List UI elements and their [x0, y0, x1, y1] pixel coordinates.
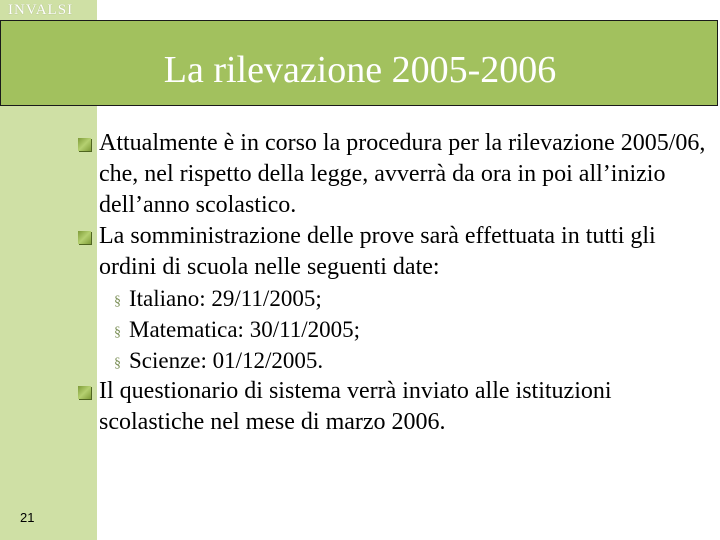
sub-bullet-item	[74, 283, 714, 314]
bullet-text: Attualmente è in corso la procedura per la rilevazione 2005/06, che, nel rispetto della legge, avverrà da ora in poi all’inizio dell’anno scolastico.	[99, 130, 706, 218]
bullet-text: Il questionario di sistema verrà inviato alle istituzioni scolastiche nel mese di marzo 2006.	[99, 378, 612, 435]
bullet-item	[74, 376, 714, 438]
section-sign-icon: §	[114, 356, 121, 371]
sub-bullet-text: Italiano: 29/11/2005;	[129, 286, 322, 311]
sub-bullet-item	[74, 345, 714, 376]
slide-title: La rilevazione 2005-2006	[163, 49, 557, 91]
square-bullet-icon	[78, 231, 91, 244]
square-bullet-icon	[78, 386, 91, 399]
bullet-item	[74, 128, 714, 221]
invalsi-logo: INVALSI	[8, 2, 74, 18]
sub-bullet-text: Scienze: 01/12/2005.	[129, 348, 324, 373]
section-sign-icon: §	[114, 294, 121, 309]
section-sign-icon: §	[114, 325, 121, 340]
sub-bullet-text: Matematica: 30/11/2005;	[129, 317, 361, 342]
sub-bullet-item	[74, 314, 714, 345]
page-number: 21	[20, 510, 35, 525]
slide-content	[74, 128, 714, 438]
bullet-text: La somministrazione delle prove sarà effettuata in tutti gli ordini di scuola nelle seguenti date:	[99, 223, 656, 280]
bullet-item	[74, 221, 714, 283]
square-bullet-icon	[78, 138, 91, 151]
